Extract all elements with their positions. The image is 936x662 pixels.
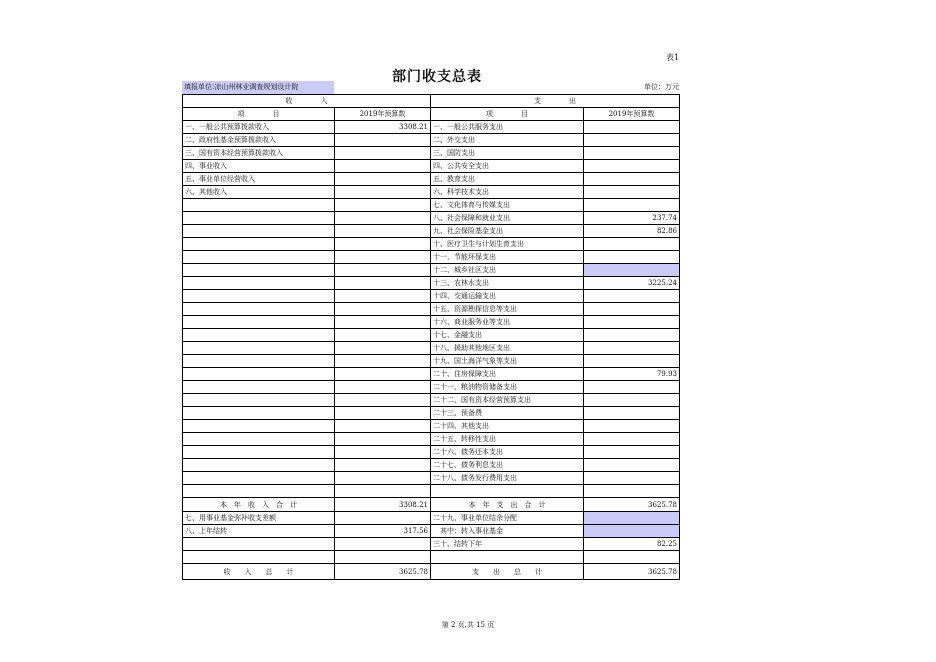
table-row xyxy=(183,238,680,251)
income-label-cell: 七、用事业基金弥补收支差额 xyxy=(183,512,335,525)
currency-unit: 单位：万元 xyxy=(644,83,679,91)
income-label-cell xyxy=(183,433,335,446)
income-value-cell: 3308.21 xyxy=(335,121,431,134)
expense-total-label: 本 年 支 出 合 计 xyxy=(431,498,584,512)
table-row xyxy=(183,160,680,173)
income-item-header: 项 目 xyxy=(183,108,335,121)
expense-value-cell: 82.25 xyxy=(584,538,680,551)
expense-value-cell: 237.74 xyxy=(584,212,680,225)
income-value-cell xyxy=(335,316,431,329)
income-label-cell xyxy=(183,394,335,407)
income-label-cell: 八、上年结转 xyxy=(183,525,335,538)
expense-value-cell: 82.86 xyxy=(584,225,680,238)
expense-label-cell: 十九、国土海洋气象等支出 xyxy=(431,355,584,368)
empty-cell xyxy=(584,551,680,564)
income-label-cell: 二、政府性基金预算拨款收入 xyxy=(183,134,335,147)
income-value-cell xyxy=(335,160,431,173)
table-row xyxy=(183,277,680,290)
income-label-cell xyxy=(183,407,335,420)
expense-item-header: 项 目 xyxy=(431,108,584,121)
empty-cell xyxy=(431,485,584,498)
empty-cell xyxy=(335,485,431,498)
empty-cell xyxy=(183,485,335,498)
income-value-cell xyxy=(335,472,431,485)
empty-cell xyxy=(335,551,431,564)
income-label-cell xyxy=(183,381,335,394)
expense-label-cell: 二十八、债务发行费用支出 xyxy=(431,472,584,485)
income-label-cell: 五、事业单位经营收入 xyxy=(183,173,335,186)
income-value-cell xyxy=(335,381,431,394)
expense-value-cell xyxy=(584,342,680,355)
grand-total-row xyxy=(183,564,680,580)
table-row xyxy=(183,316,680,329)
expense-label-cell: 十六、商业服务业等支出 xyxy=(431,316,584,329)
empty-cell xyxy=(431,551,584,564)
income-value-cell xyxy=(335,264,431,277)
income-label-cell xyxy=(183,355,335,368)
income-value-cell xyxy=(335,342,431,355)
budget-table xyxy=(182,94,680,580)
expense-label-cell: 十一、节能环保支出 xyxy=(431,251,584,264)
table-row xyxy=(183,381,680,394)
expense-budget-header: 2019年预算数 xyxy=(584,108,680,121)
expense-value-cell xyxy=(584,290,680,303)
table-row xyxy=(183,368,680,381)
income-value-cell xyxy=(335,238,431,251)
expense-value-cell: 3225.24 xyxy=(584,277,680,290)
income-value-cell xyxy=(335,459,431,472)
blank-row xyxy=(183,485,680,498)
income-value-cell xyxy=(335,147,431,160)
income-value-cell xyxy=(335,134,431,147)
expense-value-cell xyxy=(584,394,680,407)
income-value-cell xyxy=(335,420,431,433)
table-row xyxy=(183,147,680,160)
expense-label-cell: 三十、结转下年 xyxy=(431,538,584,551)
table-row xyxy=(183,342,680,355)
expense-value-cell xyxy=(584,173,680,186)
reporting-unit: 填报单位:凉山州林业调查规划设计院 xyxy=(182,81,334,94)
table-row xyxy=(183,212,680,225)
income-label-cell xyxy=(183,420,335,433)
expense-value-cell xyxy=(584,134,680,147)
income-label-cell xyxy=(183,342,335,355)
empty-cell xyxy=(584,485,680,498)
expense-label-cell: 十七、金融支出 xyxy=(431,329,584,342)
income-label-cell xyxy=(183,225,335,238)
grand-income-label: 收 入 总 计 xyxy=(183,564,335,580)
income-label-cell xyxy=(183,251,335,264)
expense-value-cell xyxy=(584,355,680,368)
income-label-cell: 六、其他收入 xyxy=(183,186,335,199)
expense-label-cell: 三、国防支出 xyxy=(431,147,584,160)
empty-cell xyxy=(183,551,335,564)
expense-label-cell: 六、科学技术支出 xyxy=(431,186,584,199)
expense-label-cell: 二十三、预备费 xyxy=(431,407,584,420)
income-value-cell: 317.56 xyxy=(335,525,431,538)
expense-value-cell xyxy=(584,251,680,264)
table-row xyxy=(183,173,680,186)
income-value-cell xyxy=(335,512,431,525)
expense-label-cell: 二十九、事业单位结余分配 xyxy=(431,512,584,525)
expense-label-cell: 二十、住房保障支出 xyxy=(431,368,584,381)
expense-value-cell xyxy=(584,525,680,538)
expense-label-cell: 二十五、转移性支出 xyxy=(431,433,584,446)
expense-value-cell xyxy=(584,160,680,173)
table-row xyxy=(183,420,680,433)
income-value-cell xyxy=(335,290,431,303)
expense-value-cell xyxy=(584,512,680,525)
income-value-cell xyxy=(335,251,431,264)
grand-expense-label: 支 出 总 计 xyxy=(431,564,584,580)
table-row xyxy=(183,134,680,147)
income-label-cell xyxy=(183,264,335,277)
expense-value-cell xyxy=(584,472,680,485)
income-label-cell xyxy=(183,199,335,212)
expense-label-cell: 十五、资源勘探信息等支出 xyxy=(431,303,584,316)
expense-value-cell xyxy=(584,459,680,472)
table-row xyxy=(183,225,680,238)
expense-value-cell xyxy=(584,199,680,212)
income-label-cell xyxy=(183,277,335,290)
table-row xyxy=(183,199,680,212)
expense-label-cell: 二十七、债务利息支出 xyxy=(431,459,584,472)
income-label-cell xyxy=(183,238,335,251)
table-row xyxy=(183,433,680,446)
grand-expense-value: 3625.78 xyxy=(584,564,680,580)
blank-row xyxy=(183,551,680,564)
income-budget-header: 2019年预算数 xyxy=(335,108,431,121)
income-value-cell xyxy=(335,355,431,368)
expense-value-cell xyxy=(584,446,680,459)
income-label-cell xyxy=(183,303,335,316)
expense-label-cell: 二十二、国有资本经营预算支出 xyxy=(431,394,584,407)
income-label-cell xyxy=(183,212,335,225)
table-row xyxy=(183,251,680,264)
income-value-cell xyxy=(335,433,431,446)
income-label-cell xyxy=(183,538,335,551)
expense-label-cell: 二、外交支出 xyxy=(431,134,584,147)
expense-value-cell xyxy=(584,433,680,446)
income-label-cell: 三、国有资本经营预算拨款收入 xyxy=(183,147,335,160)
income-value-cell xyxy=(335,173,431,186)
expense-label-cell: 二十六、债务还本支出 xyxy=(431,446,584,459)
table-row xyxy=(183,329,680,342)
income-value-cell xyxy=(335,538,431,551)
expense-value-cell xyxy=(584,316,680,329)
table-tag: 表1 xyxy=(666,53,680,62)
expense-label-cell: 九、社会保险基金支出 xyxy=(431,225,584,238)
income-value-cell xyxy=(335,446,431,459)
expense-label-cell: 二十四、其他支出 xyxy=(431,420,584,433)
unit-row xyxy=(182,81,679,94)
expense-value-cell xyxy=(584,147,680,160)
table-row xyxy=(183,186,680,199)
table-row xyxy=(183,538,680,551)
expense-value-cell xyxy=(584,329,680,342)
income-label-cell xyxy=(183,459,335,472)
expense-label-cell: 十二、城乡社区支出 xyxy=(431,264,584,277)
income-value-cell xyxy=(335,394,431,407)
table-row xyxy=(183,407,680,420)
income-value-cell xyxy=(335,303,431,316)
table-row xyxy=(183,394,680,407)
page-title: 部门收支总表 xyxy=(392,69,482,85)
table-row xyxy=(183,525,680,538)
income-value-cell xyxy=(335,199,431,212)
income-total-label: 本 年 收 入 合 计 xyxy=(183,498,335,512)
expense-total-value: 3625.78 xyxy=(584,498,680,512)
table-row xyxy=(183,459,680,472)
income-label-cell: 一、一般公共预算拨款收入 xyxy=(183,121,335,134)
expense-label-cell: 七、文化体育与传媒支出 xyxy=(431,199,584,212)
expense-label-cell: 二十一、粮油物资储备支出 xyxy=(431,381,584,394)
expense-value-cell xyxy=(584,264,680,277)
table-row xyxy=(183,303,680,316)
income-value-cell xyxy=(335,368,431,381)
expense-label-cell: 十四、交通运输支出 xyxy=(431,290,584,303)
table-row xyxy=(183,472,680,485)
expense-label-cell: 十、医疗卫生与计划生育支出 xyxy=(431,238,584,251)
table-row xyxy=(183,290,680,303)
income-label-cell xyxy=(183,290,335,303)
grand-income-value: 3625.78 xyxy=(335,564,431,580)
expense-label-cell: 五、教育支出 xyxy=(431,173,584,186)
income-label-cell xyxy=(183,329,335,342)
income-value-cell xyxy=(335,329,431,342)
expense-label-cell: 十八、援助其他地区支出 xyxy=(431,342,584,355)
expense-label-cell: 十三、农林水支出 xyxy=(431,277,584,290)
income-label-cell xyxy=(183,472,335,485)
income-total-value: 3308.21 xyxy=(335,498,431,512)
page-footer: 第 2 页,共 15 页 xyxy=(441,621,495,629)
expense-value-cell: 79.93 xyxy=(584,368,680,381)
income-label-cell xyxy=(183,446,335,459)
expense-header: 支 出 xyxy=(431,95,680,108)
expense-value-cell xyxy=(584,121,680,134)
income-label-cell: 四、事业收入 xyxy=(183,160,335,173)
table-row xyxy=(183,446,680,459)
income-value-cell xyxy=(335,212,431,225)
income-value-cell xyxy=(335,225,431,238)
expense-label-cell: 四、公共安全支出 xyxy=(431,160,584,173)
expense-value-cell xyxy=(584,420,680,433)
expense-label-cell: 一、一般公共服务支出 xyxy=(431,121,584,134)
expense-value-cell xyxy=(584,238,680,251)
expense-label-cell: 其中：转入事业基金 xyxy=(431,525,584,538)
income-value-cell xyxy=(335,407,431,420)
totals-row xyxy=(183,498,680,512)
income-label-cell xyxy=(183,316,335,329)
income-value-cell xyxy=(335,277,431,290)
expense-value-cell xyxy=(584,381,680,394)
table-row xyxy=(183,355,680,368)
expense-value-cell xyxy=(584,186,680,199)
table-row xyxy=(183,512,680,525)
income-header: 收 入 xyxy=(183,95,431,108)
table-row xyxy=(183,264,680,277)
expense-label-cell: 八、社会保障和就业支出 xyxy=(431,212,584,225)
income-value-cell xyxy=(335,186,431,199)
expense-value-cell xyxy=(584,407,680,420)
income-label-cell xyxy=(183,368,335,381)
table-row xyxy=(183,121,680,134)
expense-value-cell xyxy=(584,303,680,316)
